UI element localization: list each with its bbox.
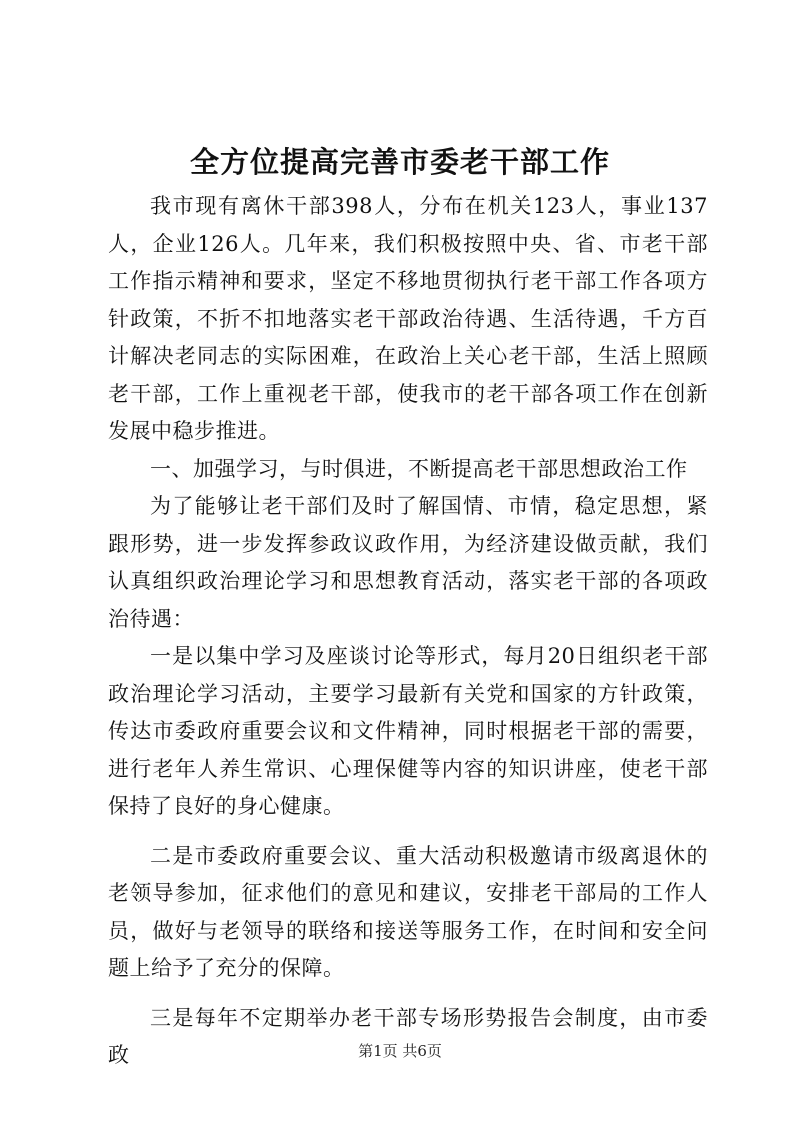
paragraph-item-2: 二是市委政府重要会议、重大活动积极邀请市级离退休的老领导参加，征求他们的意见和建议，安排老干部局的工作人员，做好与老领导的联络和接送等服务工作，在时间和安全问题上给予了充分的保障。 xyxy=(108,843,708,980)
page-number-footer: 第1页 共6页 xyxy=(358,1042,442,1060)
paragraph-item-3: 三是每年不定期举办老干部专场形势报告会制度，由市委政 xyxy=(108,1005,708,1067)
document-body xyxy=(108,188,708,1075)
paragraph-section-1-intro: 为了能够让老干部们及时了解国情、市情，稳定思想，紧跟形势，进一步发挥参政议政作用，为经济建设做贡献，我们认真组织政治理论学习和思想教育活动，落实老干部的各项政治待遇： xyxy=(108,494,708,631)
paragraph-intro: 我市现有离休干部398人，分布在机关123人，事业137人，企业126人。几年来，我们积极按照中央、省、市老干部工作指示精神和要求，坚定不移地贯彻执行老干部工作各项方针政策，不折不扣地落实老干部政治待遇、生活待遇，千方百计解决老同志的实际困难，在政治上关心老干部，生活上照顾老干部，工作上重视老干部，使我市的老干部各项工作在创新发展中稳步推进。 xyxy=(108,194,708,443)
paragraph-item-1: 一是以集中学习及座谈讨论等形式，每月20日组织老干部政治理论学习活动，主要学习最新有关党和国家的方针政策，传达市委政府重要会议和文件精神，同时根据老干部的需要，进行老年人养生常识、心理保健等内容的知识讲座，使老干部保持了良好的身心健康。 xyxy=(108,644,708,818)
page-title: 全方位提高完善市委老干部工作 xyxy=(189,145,610,179)
section-heading-1: 一、加强学习，与时俱进，不断提高老干部思想政治工作 xyxy=(150,456,688,481)
